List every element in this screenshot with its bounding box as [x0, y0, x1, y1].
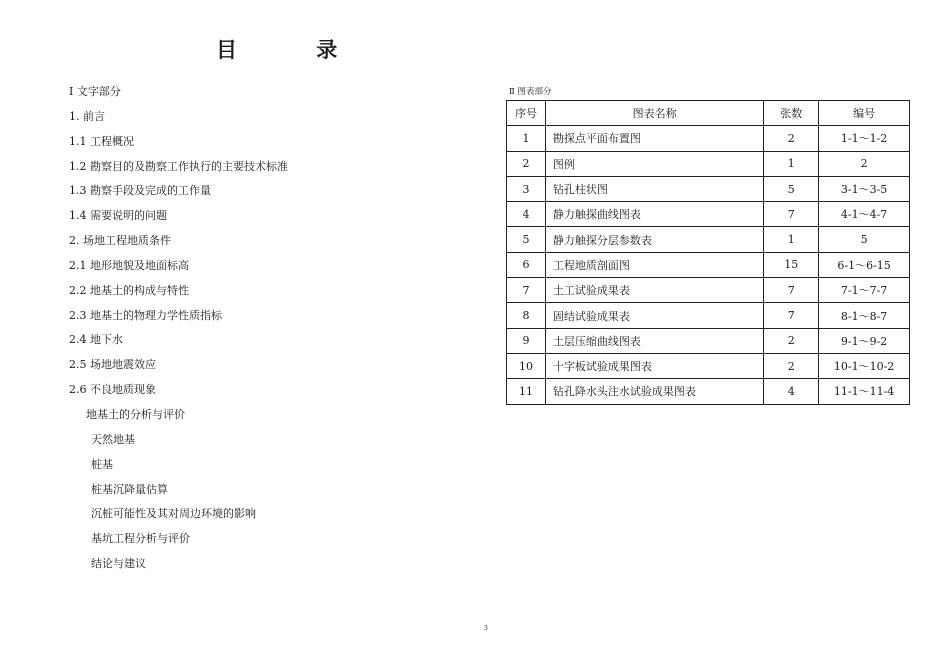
table-row	[507, 227, 910, 252]
header-index: 序号	[507, 101, 546, 126]
page-number: 3	[484, 625, 488, 632]
row-count: 7	[764, 303, 819, 328]
row-index: 4	[507, 202, 546, 227]
row-name: 图例	[545, 151, 763, 176]
toc-item: 基坑工程分析与评价	[91, 532, 190, 546]
table-row	[507, 252, 910, 277]
row-name: 固结试验成果表	[545, 303, 763, 328]
toc-item: 桩基沉降量估算	[91, 482, 168, 496]
row-count: 7	[764, 202, 819, 227]
row-name: 钻孔柱状图	[545, 176, 763, 201]
row-name: 勘探点平面布置图	[545, 126, 763, 151]
header-name: 图表名称	[545, 101, 763, 126]
toc-item: 2. 场地工程地质条件	[69, 234, 171, 248]
figure-section-caption: Ⅱ 图表部分	[509, 87, 552, 97]
row-index: 8	[507, 303, 546, 328]
toc-item: 1.2 勘察目的及勘察工作执行的主要技术标准	[69, 159, 288, 173]
row-name: 静力触探曲线图表	[545, 202, 763, 227]
table-of-contents	[69, 80, 288, 577]
row-count: 7	[764, 278, 819, 303]
table-header-row	[507, 101, 910, 126]
row-code: 1-1～1-2	[819, 126, 910, 151]
row-code: 8-1～8-7	[819, 303, 910, 328]
row-code: 11-1～11-4	[819, 379, 910, 404]
row-count: 1	[764, 227, 819, 252]
row-index: 9	[507, 328, 546, 353]
row-code: 2	[819, 151, 910, 176]
toc-item: 地基土的分析与评价	[86, 407, 185, 421]
toc-item: 1.4 需要说明的问题	[69, 209, 167, 223]
row-index: 1	[507, 126, 546, 151]
row-index: 2	[507, 151, 546, 176]
table-row	[507, 303, 910, 328]
toc-item: 2.3 地基土的物理力学性质指标	[69, 308, 222, 322]
row-name: 工程地质剖面图	[545, 252, 763, 277]
toc-item: 1.1 工程概况	[69, 134, 134, 148]
row-code: 9-1～9-2	[819, 328, 910, 353]
table-row	[507, 176, 910, 201]
row-name: 土工试验成果表	[545, 278, 763, 303]
row-code: 6-1～6-15	[819, 252, 910, 277]
row-index: 11	[507, 379, 546, 404]
toc-item: 2.6 不良地质现象	[69, 383, 156, 397]
toc-item: 结论与建议	[91, 557, 146, 571]
table-row	[507, 379, 910, 404]
row-code: 10-1～10-2	[819, 353, 910, 378]
toc-item: 1.3 勘察手段及完成的工作量	[69, 184, 211, 198]
table-row	[507, 353, 910, 378]
toc-item: 1. 前言	[69, 109, 105, 123]
row-index: 5	[507, 227, 546, 252]
row-index: 6	[507, 252, 546, 277]
toc-item: 2.1 地形地貌及地面标高	[69, 258, 189, 272]
row-name: 十字板试验成果图表	[545, 353, 763, 378]
row-count: 2	[764, 353, 819, 378]
row-name: 钻孔降水头注水试验成果图表	[545, 379, 763, 404]
row-index: 10	[507, 353, 546, 378]
row-code: 4-1～4-7	[819, 202, 910, 227]
toc-item: 2.5 场地地震效应	[69, 358, 156, 372]
figure-table	[506, 100, 910, 405]
row-index: 3	[507, 176, 546, 201]
row-code: 7-1～7-7	[819, 278, 910, 303]
row-count: 2	[764, 328, 819, 353]
toc-item: 2.2 地基土的构成与特性	[69, 283, 189, 297]
row-index: 7	[507, 278, 546, 303]
toc-item: 2.4 地下水	[69, 333, 123, 347]
table-row	[507, 328, 910, 353]
toc-item: 天然地基	[91, 432, 135, 446]
row-name: 静力触探分层参数表	[545, 227, 763, 252]
row-count: 1	[764, 151, 819, 176]
header-code: 编号	[819, 101, 910, 126]
toc-item: 沉桩可能性及其对周边环境的影响	[91, 507, 256, 521]
row-count: 2	[764, 126, 819, 151]
row-count: 5	[764, 176, 819, 201]
page-title: 目 录	[216, 38, 374, 62]
table-row	[507, 151, 910, 176]
table-row	[507, 202, 910, 227]
table-row	[507, 126, 910, 151]
row-count: 4	[764, 379, 819, 404]
header-count: 张数	[764, 101, 819, 126]
row-count: 15	[764, 252, 819, 277]
table-row	[507, 278, 910, 303]
toc-item: 桩基	[91, 457, 113, 471]
toc-item: Ⅰ 文字部分	[69, 85, 121, 98]
row-code: 5	[819, 227, 910, 252]
row-name: 土层压缩曲线图表	[545, 328, 763, 353]
row-code: 3-1～3-5	[819, 176, 910, 201]
